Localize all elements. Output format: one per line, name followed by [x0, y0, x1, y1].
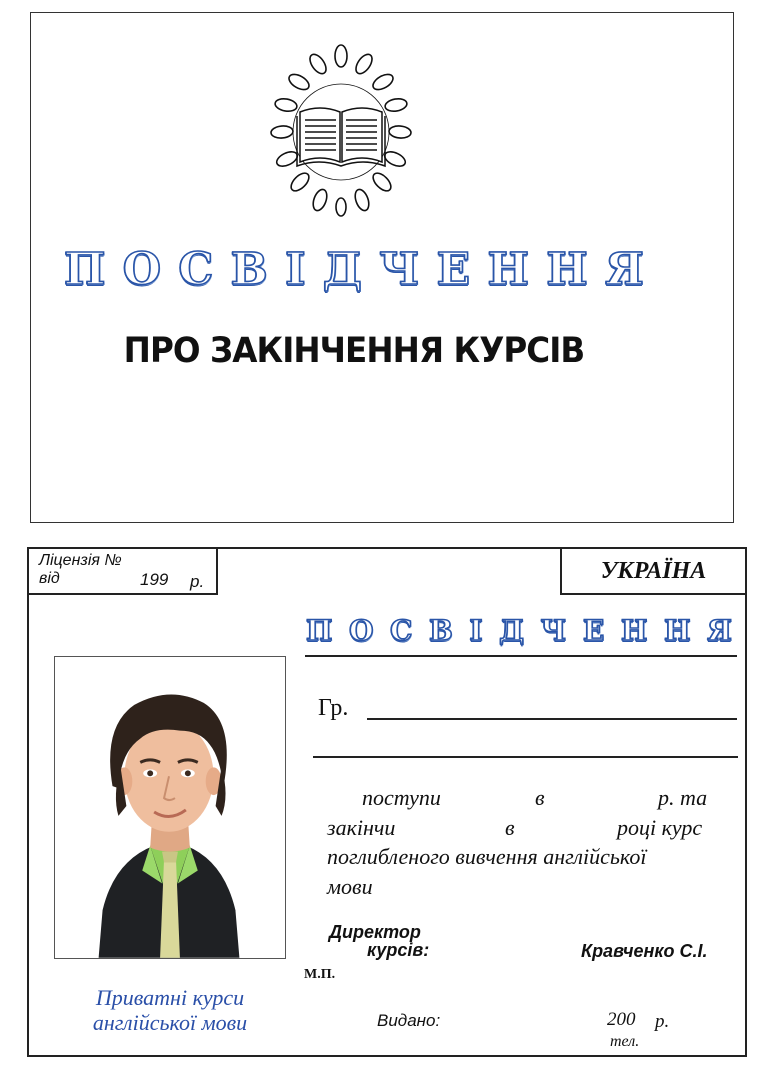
title-letter: С: [178, 244, 214, 295]
title-letter: Е: [436, 244, 471, 295]
body-enrolled-word: поступи: [362, 785, 441, 810]
body-in-word: в: [535, 785, 545, 810]
title-letter: О: [122, 244, 162, 295]
open-book-laurel-wreath-icon: [268, 42, 414, 218]
body-course-description-end: мови: [327, 874, 373, 899]
body-course-description: поглибленого вивчення англійської: [327, 844, 647, 869]
body-in-word: в: [505, 815, 515, 840]
cover-title: [64, 244, 644, 295]
title-letter: Е: [583, 614, 605, 647]
title-letter: Н: [487, 244, 530, 295]
body-year-and: р. та: [658, 785, 708, 810]
name-line: [367, 718, 737, 720]
issued-year: 200: [607, 1009, 636, 1030]
title-letter: Ч: [540, 614, 567, 647]
phone-label: тел.: [610, 1033, 640, 1050]
cover-subtitle: ПРО ЗАКІНЧЕННЯ КУРСІВ: [123, 331, 585, 371]
title-letter: Я: [707, 614, 732, 647]
student-portrait-photo: [54, 656, 286, 959]
title-letter: П: [306, 614, 333, 647]
title-letter: О: [349, 614, 374, 647]
title-letter: Д: [499, 614, 525, 647]
title-letter: І: [285, 244, 306, 295]
school-name-second: англійської мови: [92, 1010, 248, 1035]
title-letter: І: [469, 614, 483, 647]
director-label: Директор: [329, 922, 421, 942]
title-letter: Н: [664, 614, 691, 647]
inner-title: [306, 614, 732, 647]
name-prefix: Гр.: [318, 695, 349, 721]
stamp-place-label: М.П.: [304, 967, 336, 982]
title-letter: Ч: [379, 244, 420, 295]
body-finished-word: закінчи: [327, 815, 396, 840]
license-from-label: від: [39, 570, 60, 587]
title-letter: Н: [546, 244, 588, 295]
title-letter: Д: [322, 244, 363, 295]
title-letter: В: [230, 244, 268, 295]
name-line-second: [313, 756, 738, 758]
title-letter: С: [390, 614, 413, 647]
country-label: УКРАЇНА: [600, 558, 707, 584]
portrait-icon: [55, 657, 285, 958]
title-rule: [305, 655, 737, 657]
license-year: 199: [140, 570, 169, 589]
issued-label: Видано:: [377, 1011, 441, 1030]
director-name: Кравченко С.І.: [581, 941, 708, 961]
title-letter: Н: [621, 614, 648, 647]
director-label-second: курсів:: [367, 940, 430, 960]
body-year-course: році курс: [617, 815, 703, 840]
school-name: Приватні курси: [95, 985, 245, 1010]
license-number-label: Ліцензія №: [39, 552, 122, 569]
license-year-suffix: р.: [190, 572, 205, 591]
issued-year-suffix: р.: [655, 1011, 670, 1032]
title-letter: Я: [605, 244, 644, 295]
title-letter: П: [64, 244, 106, 295]
title-letter: В: [429, 614, 453, 647]
